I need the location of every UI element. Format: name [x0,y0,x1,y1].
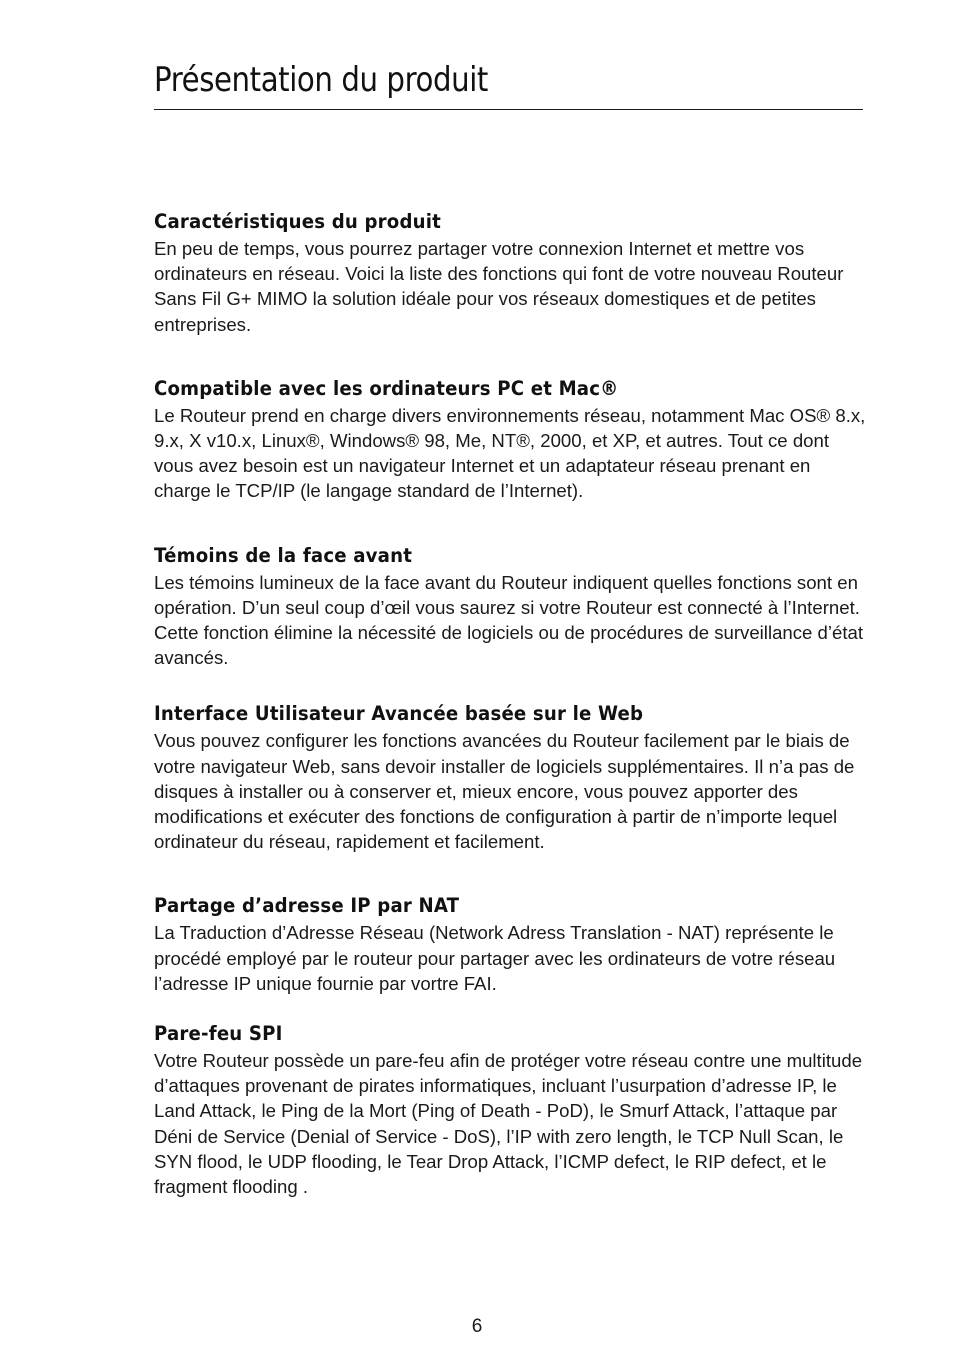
section-heading: Compatible avec les ordinateurs PC et Mac® [154,376,619,400]
section-product-features [154,208,866,337]
section-nat-ip-sharing [154,892,866,996]
section-front-panel-leds [154,542,866,671]
title-divider [154,109,863,110]
section-heading: Partage d’adresse IP par NAT [154,894,460,918]
section-paragraph: La Traduction d’Adresse Réseau (Network Adress Translation - NAT) représente le procédé employé par le routeur pour partager avec les ordinateurs de votre réseau l’adresse IP unique fournie par vortre FAI. [154,922,836,994]
section-spi-firewall [154,1020,866,1199]
section-paragraph: Vous pouvez configurer les fonctions avancées du Routeur facilement par le biais de votre navigateur Web, sans devoir installer de logiciels supplémentaires. Il n’a pas de disques à installer ou à conserver et, mieux encore, vous pouvez apporter des modifications et exécuter des fonctions de configuration à partir de n’importe lequel ordinateur du réseau, rapidement et facilement. [154,730,855,853]
document-body [154,208,866,1199]
section-heading: Pare-feu SPI [154,1022,283,1046]
section-heading: Témoins de la face avant [154,543,413,567]
section-pc-mac-compatibility [154,375,866,504]
page-title: Présentation du produit [154,60,488,100]
section-heading: Caractéristiques du produit [154,210,441,233]
section-paragraph: En peu de temps, vous pourrez partager votre connexion Internet et mettre vos ordinateurs en réseau. Voici la liste des fonctions qui font de votre nouveau Routeur Sans Fil G+ MIMO la solution idéale pour vos réseaux domestiques et de petites entreprises. [154,238,844,335]
section-paragraph: Les témoins lumineux de la face avant du Routeur indiquent quelles fonctions sont en opération. D’un seul coup d’œil vous saurez si votre Routeur est connecté à l’Internet. Cette fonction élimine la nécessité de logiciels ou de procédures de surveillance d’état avancés. [154,571,864,669]
section-heading: Interface Utilisateur Avancée basée sur le Web [154,702,644,726]
section-web-interface [154,700,866,854]
page-number: 6 [471,1316,483,1337]
section-paragraph: Votre Routeur possède un pare-feu afin de protéger votre réseau contre une multitude d’attaques provenant de pirates informatiques, incluant l’usurpation d’adresse IP, le Land Attack, le Ping de la Mort (Ping of Death - PoD), le Smurf Attack, l’attaque par Déni de Service (Denial of Service - DoS), l’IP with zero length, le TCP Null Scan, le SYN flood, le UDP flooding, le Tear Drop Attack, l’ICMP defect, le RIP defect, et le fragment flooding . [154,1050,863,1198]
section-paragraph: Le Routeur prend en charge divers environnements réseau, notamment Mac OS® 8.x, 9.x, X v10.x, Linux®, Windows® 98, Me, NT®, 2000, et XP, et autres. Tout ce dont vous avez besoin est un navigateur Internet et un adaptateur réseau prenant en charge le TCP/IP (le langage standard de l’Internet). [154,404,866,502]
